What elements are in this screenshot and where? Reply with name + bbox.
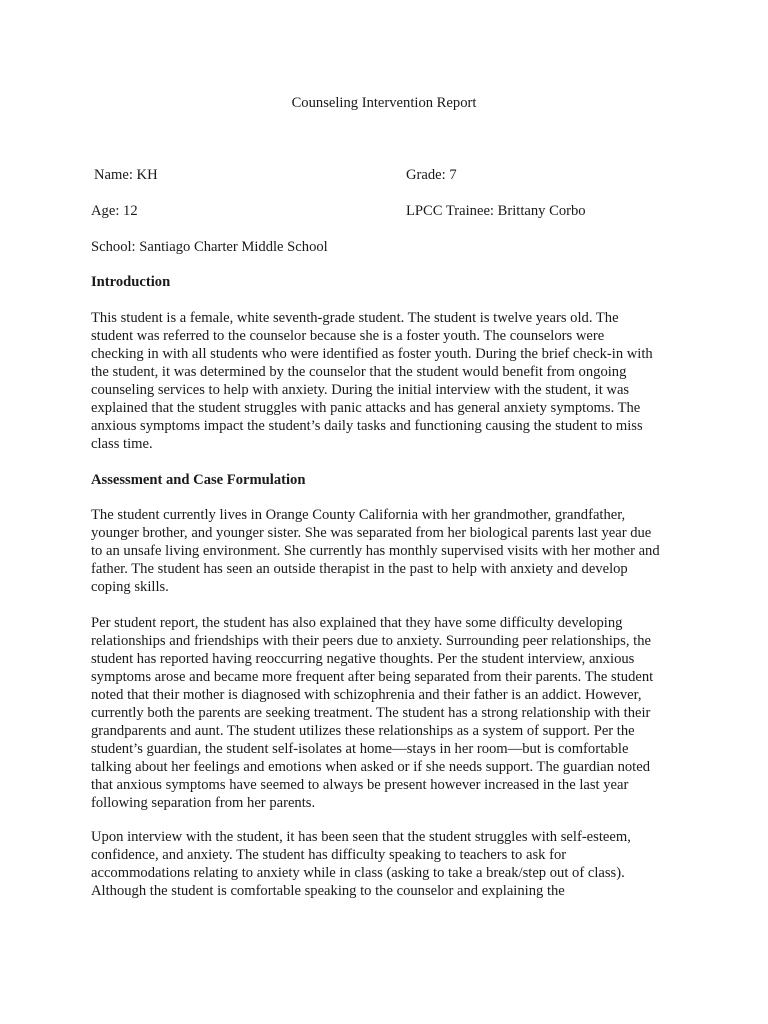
- section-heading-assessment: Assessment and Case Formulation: [91, 472, 306, 488]
- school-field: School: Santiago Charter Middle School: [91, 239, 328, 255]
- paragraph-assessment-2: [91, 614, 691, 812]
- age-field: Age: 12: [91, 203, 138, 219]
- text-line: counseling services to help with anxiety. During the initial interview with the student, it was: [91, 382, 630, 398]
- text-line: checking in with all students who were identified as foster youth. During the brief check-in with: [91, 346, 653, 362]
- text-line: confidence, and anxiety. The student has difficulty speaking to teachers to ask for: [91, 847, 567, 863]
- text-line: following separation from her parents.: [91, 795, 316, 811]
- text-line: younger brother, and younger sister. She was separated from her biological parents last year due: [91, 525, 652, 541]
- paragraph-introduction: [91, 309, 691, 453]
- text-line: student’s guardian, the student self-isolates at home—stays in her room—but is comfortable: [91, 741, 629, 757]
- text-line: This student is a female, white seventh-grade student. The student is twelve years old. The: [91, 310, 619, 326]
- text-line: father. The student has seen an outside therapist in the past to help with anxiety and develop: [91, 561, 628, 577]
- text-line: coping skills.: [91, 579, 169, 595]
- paragraph-assessment-3: [91, 828, 691, 900]
- text-line: that anxious symptoms have seemed to always be present however increased in the last year: [91, 777, 629, 793]
- text-line: The student currently lives in Orange County California with her grandmother, grandfather,: [91, 507, 626, 523]
- text-line: currently both the parents are seeking treatment. The student has a strong relationship with their: [91, 705, 651, 721]
- text-line: symptoms arose and became more frequent after being separated from their parents. The student: [91, 669, 654, 685]
- section-heading-introduction: Introduction: [91, 274, 171, 290]
- text-line: noted that their mother is diagnosed with schizophrenia and their father is an addict. However,: [91, 687, 642, 703]
- text-line: class time.: [91, 436, 153, 452]
- text-line: accommodations relating to anxiety while in class (asking to take a break/step out of class).: [91, 865, 625, 881]
- document-title: Counseling Intervention Report: [291, 95, 477, 111]
- student-name-field: Name: KH: [94, 167, 158, 183]
- text-line: student has reported having reoccurring negative thoughts. Per the student interview, anxious: [91, 651, 635, 667]
- text-line: grandparents and aunt. The student utilizes these relationships as a system of support. Per the: [91, 723, 635, 739]
- text-line: explained that the student struggles with panic attacks and has general anxiety symptoms. The: [91, 400, 641, 416]
- trainee-field: LPCC Trainee: Brittany Corbo: [406, 203, 586, 219]
- text-line: to an unsafe living environment. She currently has monthly supervised visits with her mother and: [91, 543, 660, 559]
- text-line: relationships and friendships with their peers due to anxiety. Surrounding peer relationships, the: [91, 633, 651, 649]
- text-line: Although the student is comfortable speaking to the counselor and explaining the: [91, 883, 565, 899]
- text-line: student was referred to the counselor because she is a foster youth. The counselors were: [91, 328, 605, 344]
- grade-field: Grade: 7: [406, 167, 457, 183]
- text-line: the student, it was determined by the counselor that the student would benefit from ongoing: [91, 364, 627, 380]
- text-line: Upon interview with the student, it has been seen that the student struggles with self-esteem,: [91, 829, 631, 845]
- text-line: anxious symptoms impact the student’s daily tasks and functioning causing the student to miss: [91, 418, 643, 434]
- paragraph-assessment-1: [91, 506, 691, 596]
- text-line: talking about her feelings and emotions when asked or if she needs support. The guardian noted: [91, 759, 651, 775]
- text-line: Per student report, the student has also explained that they have some difficulty developing: [91, 615, 623, 631]
